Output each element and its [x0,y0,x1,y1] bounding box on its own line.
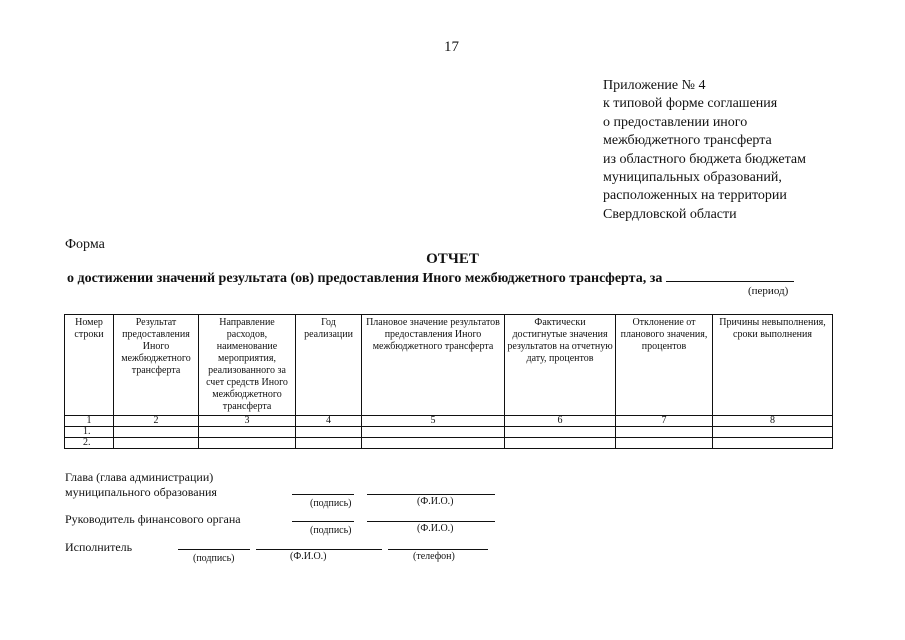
table-cell [362,427,505,438]
table-cell [199,438,296,449]
signature-caption: (подпись) [310,498,352,509]
table-cell [505,438,616,449]
header-cell: Плановое значение результатов предоставления Иного межбюджетного трансферта [362,315,505,416]
row-number: 1. [65,427,114,438]
table-row [65,427,833,438]
table-cell [362,438,505,449]
appendix-line: о предоставлении иного [603,114,748,130]
executor-signature-line [178,549,250,550]
appendix-line: межбюджетного трансферта [603,133,772,149]
head-title-line2: муниципального образования [65,485,217,499]
phone-caption: (телефон) [413,551,455,562]
header-cell: Номер строки [65,315,114,416]
period-blank-line [666,269,794,282]
finance-head-title: Руководитель финансового органа [65,512,241,526]
head-signature-line [292,494,354,495]
page-number: 17 [444,39,459,55]
row-number: 2. [65,438,114,449]
column-number: 1 [65,416,114,427]
table-cell [505,427,616,438]
column-number: 4 [296,416,362,427]
appendix-line: к типовой форме соглашения [603,96,778,112]
header-cell: Год реализации [296,315,362,416]
report-subtitle [67,269,794,287]
table-cell [713,427,833,438]
table-cell [114,438,199,449]
column-number: 3 [199,416,296,427]
table-cell [114,427,199,438]
table-cell [616,427,713,438]
appendix-line: Приложение № 4 [603,78,706,93]
column-number: 8 [713,416,833,427]
column-number: 5 [362,416,505,427]
header-cell: Фактически достигнутые значения результатов на отчетную дату, процентов [505,315,616,416]
executor-name-line [256,549,382,550]
appendix-line: Свердловской области [603,206,737,222]
head-title-line1: Глава (глава администрации) [65,470,214,484]
report-table-header [64,314,833,416]
finance-name-line [367,521,495,522]
appendix-line: муниципальных образований, [603,170,782,186]
table-cell [296,427,362,438]
signature-caption: (подпись) [310,525,352,536]
executor-title: Исполнитель [65,540,133,554]
report-subtitle-text: о достижении значений результата (ов) предоставления Иного межбюджетного трансферта, за [67,271,663,286]
executor-phone-line [388,549,488,550]
table-cell [199,427,296,438]
name-caption: (Ф.И.О.) [417,496,454,507]
column-number: 6 [505,416,616,427]
period-caption: (период) [748,285,789,297]
appendix-line: из областного бюджета бюджетам [603,151,806,167]
table-row [65,416,833,427]
appendix-block [603,77,806,224]
table-cell [296,438,362,449]
header-cell: Причины невыполнения, сроки выполнения [713,315,833,416]
appendix-line: расположенных на территории [603,188,787,204]
table-cell [713,438,833,449]
header-cell: Отклонение от планового значения, процентов [616,315,713,416]
finance-signature-line [292,521,354,522]
header-cell: Направление расходов, наименование мероприятия, реализованного за счет средств Иного межбюджетного трансферта [199,315,296,416]
head-name-line [367,494,495,495]
column-number: 2 [114,416,199,427]
signature-caption: (подпись) [193,553,235,564]
header-cell: Результат предоставления Иного межбюджетного трансферта [114,315,199,416]
report-table-body [64,415,833,449]
report-title: ОТЧЕТ [426,251,479,267]
table-row [65,438,833,449]
name-caption: (Ф.И.О.) [290,551,327,562]
table-cell [616,438,713,449]
column-number: 7 [616,416,713,427]
name-caption: (Ф.И.О.) [417,523,454,534]
form-label: Форма [65,237,105,252]
